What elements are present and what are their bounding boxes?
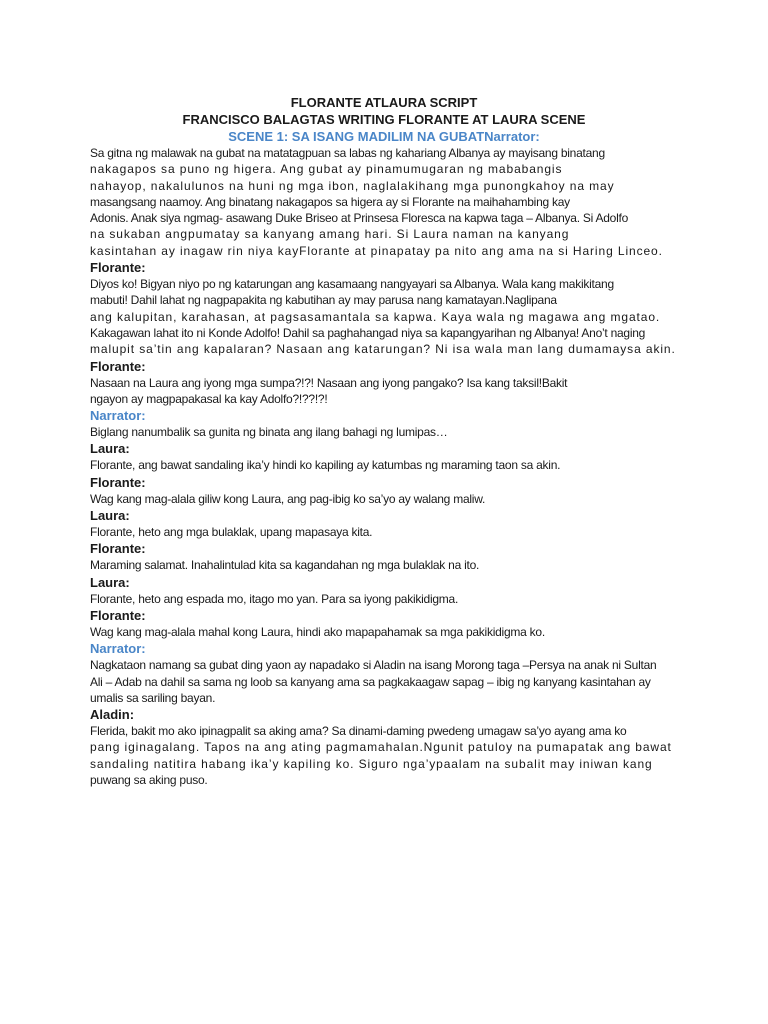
document-title: FLORANTE ATLAURA SCRIPT xyxy=(290,95,478,110)
dialogue-line: sandaling natitira habang ika’y kapiling ko. Siguro nga’ypaalam na subalit may iniwan kang xyxy=(90,756,653,771)
dialogue-line: Nagkataon namang sa gubat ding yaon ay napadako si Aladin na isang Morong taga –Persya na anak ni Sultan xyxy=(90,658,657,673)
dialogue-line: kasintahan ay inagaw rin niya kayFlorante at pinapatay pa nito ang ama na si Haring Linceo. xyxy=(90,243,663,258)
speaker-label: Florante: xyxy=(90,260,146,276)
dialogue-line: Biglang nanumbalik sa gunita ng binata ang ilang bahagi ng lumipas… xyxy=(90,425,448,440)
dialogue-line: malupit sa’tin ang kapalaran? Nasaan ang katarungan? Ni isa wala man lang dumamaysa akin. xyxy=(90,342,676,357)
dialogue-line: umalis sa sariling bayan. xyxy=(90,690,216,705)
dialogue-line: Nasaan na Laura ang iyong mga sumpa?!?! Nasaan ang iyong pangako? Isa kang taksil!Bakit xyxy=(90,375,568,390)
dialogue-line: Sa gitna ng malawak na gubat na matatagpuan sa labas ng kahariang Albanya ay mayisang binatang xyxy=(90,146,605,160)
dialogue-line: pang iginagalang. Tapos na ang ating pagmamahalan.Ngunit patuloy na pumapatak ang bawat xyxy=(90,740,672,755)
dialogue-line: Kakagawan lahat ito ni Konde Adolfo! Dahil sa paghahangad niya sa kapangyarihan ng Albanya! Ano’t naging xyxy=(90,325,646,340)
dialogue-line: Florante, ang bawat sandaling ika’y hindi ko kapiling ay katumbas ng maraming taon sa akin. xyxy=(90,458,561,473)
speaker-label: Florante: xyxy=(90,474,146,490)
narrator-label: Narrator: xyxy=(90,408,146,424)
dialogue-line: Wag kang mag-alala giliw kong Laura, ang pag-ibig ko sa’yo ay walang maliw. xyxy=(90,491,486,506)
document-subtitle: FRANCISCO BALAGTAS WRITING FLORANTE AT LAURA SCENE xyxy=(182,112,586,127)
speaker-label: Laura: xyxy=(90,508,130,524)
speaker-label: Laura: xyxy=(90,574,130,590)
speaker-label: Florante: xyxy=(90,541,146,557)
dialogue-line: mabuti! Dahil lahat ng nagpapakita ng kabutihan ay may parusa nang kamatayan.Naglipana xyxy=(90,293,557,308)
dialogue-line: nahayop, nakalulunos na huni ng mga ibon, naglalakihang mga punongkahoy na may xyxy=(90,178,615,193)
dialogue-line: Flerida, bakit mo ako ipinagpalit sa aking ama? Sa dinami-daming pwedeng umagaw sa’yo ayang ama ko xyxy=(90,724,627,739)
dialogue-line: nakagapos sa puno ng higera. Ang gubat ay pinamumugaran ng mababangis xyxy=(90,162,563,177)
dialogue-line: Florante, heto ang mga bulaklak, upang mapasaya kita. xyxy=(90,525,373,540)
dialogue-line: ang kalupitan, karahasan, at pagsasamantala sa kapwa. Kaya wala ng magawa ang mgatao. xyxy=(90,309,661,324)
dialogue-line: ngayon ay magpapakasal ka kay Adolfo?!??!?! xyxy=(90,391,328,406)
narrator-label: Narrator: xyxy=(90,641,146,657)
dialogue-line: na sukaban angpumatay sa kanyang amang hari. Si Laura naman na kanyang xyxy=(90,227,570,242)
dialogue-line: puwang sa aking puso. xyxy=(90,773,208,788)
speaker-label: Florante: xyxy=(90,358,146,374)
dialogue-line: Ali – Adab na dahil sa sama ng loob sa kanyang ama sa pagkakaagaw sapag – ibig ng kanyang kasintahan ay xyxy=(90,674,651,689)
script-body xyxy=(0,145,768,788)
dialogue-line: Maraming salamat. Inahalintulad kita sa kagandahan ng mga bulaklak na ito. xyxy=(90,558,480,573)
dialogue-line: Wag kang mag-alala mahal kong Laura, hindi ako mapapahamak sa mga pakikidigma ko. xyxy=(90,624,545,639)
dialogue-line: masangsang naamoy. Ang binatang nakagapos sa higera ay si Florante na maihahambing kay xyxy=(90,194,570,209)
speaker-label: Aladin: xyxy=(90,707,135,723)
scene-heading: SCENE 1: SA ISANG MADILIM NA GUBATNarrator: xyxy=(228,129,540,144)
speaker-label: Florante: xyxy=(90,607,146,623)
dialogue-line: Florante, heto ang espada mo, itago mo yan. Para sa iyong pakikidigma. xyxy=(90,591,459,606)
dialogue-line: Diyos ko! Bigyan niyo po ng katarungan ang kasamaang nangyayari sa Albanya. Wala kang makikitang xyxy=(90,277,614,292)
speaker-label: Laura: xyxy=(90,441,130,457)
dialogue-line: Adonis. Anak siya ngmag- asawang Duke Briseo at Prinsesa Floresca na kapwa taga – Albanya. Si Adolfo xyxy=(90,211,628,226)
